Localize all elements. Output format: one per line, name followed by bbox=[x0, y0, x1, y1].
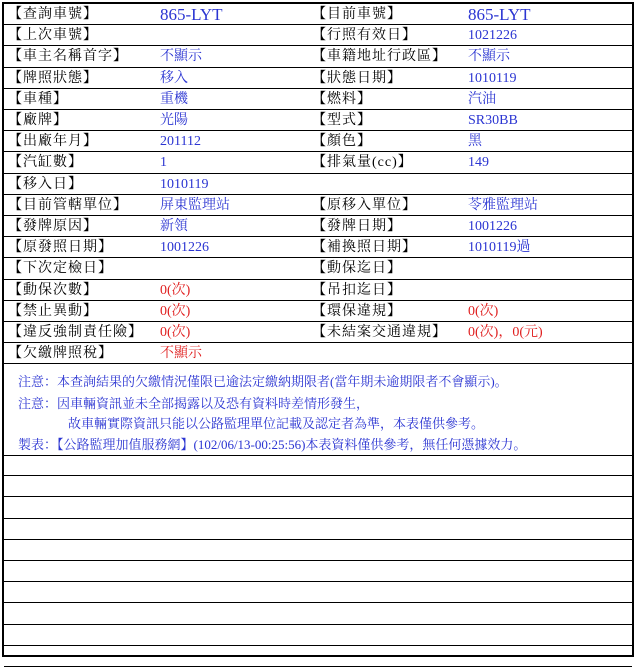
record-row bbox=[4, 25, 632, 46]
field-label: 【未結案交通違規】 bbox=[312, 325, 447, 340]
field-label: 【動保迄日】 bbox=[312, 261, 402, 277]
field-label: 【原移入單位】 bbox=[312, 197, 417, 213]
field-value: 汽油 bbox=[468, 91, 496, 107]
field-label: 【查詢車號】 bbox=[8, 7, 98, 22]
field-value: 重機 bbox=[160, 91, 188, 107]
record-row bbox=[4, 68, 632, 89]
record-row bbox=[4, 322, 632, 343]
field-value: 0(次)，0(元) bbox=[468, 325, 543, 340]
field-value: 201112 bbox=[160, 134, 201, 150]
record-row bbox=[4, 237, 632, 258]
empty-row bbox=[4, 603, 632, 624]
field-label: 【發牌原因】 bbox=[8, 219, 98, 234]
field-label: 【牌照狀態】 bbox=[8, 70, 98, 86]
field-value: 1021226 bbox=[468, 28, 517, 44]
record-row bbox=[4, 343, 632, 364]
note-producer: 製表：【公路監理加值服務網】(102/06/13-00:25:56)本表資料僅供參考，無任何憑據效力。 bbox=[18, 437, 527, 452]
field-value: 不顯示 bbox=[468, 49, 510, 65]
record-row bbox=[4, 110, 632, 131]
field-label: 【目前車號】 bbox=[312, 7, 402, 22]
field-label: 【發牌日期】 bbox=[312, 219, 402, 234]
field-value: 0(次) bbox=[468, 303, 499, 319]
field-label: 【顏色】 bbox=[312, 134, 372, 150]
field-label: 【目前管轄單位】 bbox=[8, 197, 128, 213]
field-label: 【行照有效日】 bbox=[312, 28, 417, 44]
field-value: 移入 bbox=[160, 70, 188, 86]
field-value: 1 bbox=[160, 155, 167, 171]
field-label: 【補換照日期】 bbox=[312, 240, 417, 256]
field-value: 1010119 bbox=[468, 70, 517, 86]
field-label: 【移入日】 bbox=[8, 176, 83, 192]
field-label: 【動保次數】 bbox=[8, 282, 98, 298]
empty-row bbox=[4, 519, 632, 540]
field-label: 【車主名稱首字】 bbox=[8, 49, 128, 65]
record-row bbox=[4, 301, 632, 322]
record-row bbox=[4, 195, 632, 216]
field-value: 0(次) bbox=[160, 325, 191, 340]
field-value: 光陽 bbox=[160, 113, 188, 128]
field-label: 【狀態日期】 bbox=[312, 70, 402, 86]
record-row bbox=[4, 216, 632, 237]
empty-row bbox=[4, 625, 632, 646]
field-value: 不顯示 bbox=[160, 49, 202, 65]
field-value: 1010119 bbox=[160, 176, 209, 192]
field-label: 【原發照日期】 bbox=[8, 240, 113, 256]
field-value: 1001226 bbox=[468, 219, 517, 234]
record-row bbox=[4, 89, 632, 110]
field-value: 黑 bbox=[468, 134, 482, 150]
field-label: 【吊扣迄日】 bbox=[312, 282, 402, 298]
field-label: 【上次車號】 bbox=[8, 28, 98, 44]
empty-row bbox=[4, 646, 632, 667]
empty-row bbox=[4, 540, 632, 561]
field-value: 1001226 bbox=[160, 240, 209, 256]
field-value: 865-LYT bbox=[468, 5, 531, 24]
field-label: 【車種】 bbox=[8, 91, 68, 107]
field-value: 149 bbox=[468, 155, 489, 171]
field-value: 新領 bbox=[160, 219, 188, 234]
note-disclaimer-2: 故車輛實際資訊只能以公路監理單位記載及認定者為準，本表僅供參考。 bbox=[68, 416, 485, 431]
field-label: 【汽缸數】 bbox=[8, 155, 83, 171]
field-label: 【廠牌】 bbox=[8, 113, 68, 128]
field-value: SR30BB bbox=[468, 113, 518, 128]
field-value: 0(次) bbox=[160, 282, 191, 298]
record-row bbox=[4, 258, 632, 279]
empty-row bbox=[4, 582, 632, 603]
record-row bbox=[4, 4, 632, 25]
field-value: 0(次) bbox=[160, 303, 191, 319]
empty-row bbox=[4, 561, 632, 582]
field-label: 【燃料】 bbox=[312, 91, 372, 107]
field-label: 【禁止異動】 bbox=[8, 303, 98, 319]
field-label: 【型式】 bbox=[312, 113, 372, 128]
field-value: 865-LYT bbox=[160, 5, 223, 24]
note-disclaimer-1: 注意：因車輛資訊並未全部揭露以及恐有資料時差情形發生， bbox=[18, 396, 370, 411]
vehicle-record-sheet bbox=[2, 2, 634, 657]
record-row bbox=[4, 131, 632, 152]
empty-row bbox=[4, 455, 632, 476]
field-value: 苓雅監理站 bbox=[468, 197, 538, 213]
field-value: 1010119過 bbox=[468, 240, 531, 256]
field-label: 【違反強制責任險】 bbox=[8, 325, 143, 340]
field-label: 【欠繳牌照稅】 bbox=[8, 346, 113, 362]
record-row bbox=[4, 280, 632, 301]
field-label: 【出廠年月】 bbox=[8, 134, 98, 150]
field-label: 【排氣量(cc)】 bbox=[312, 155, 413, 171]
record-row bbox=[4, 174, 632, 195]
field-label: 【環保違規】 bbox=[312, 303, 402, 319]
field-value: 不顯示 bbox=[160, 346, 202, 362]
record-row bbox=[4, 46, 632, 67]
field-label: 【車籍地址行政區】 bbox=[312, 49, 447, 65]
note-overdue: 注意：本查詢結果的欠繳情況僅限已逾法定繳納期限者(當年期未逾期限者不會顯示)。 bbox=[18, 374, 508, 389]
record-row bbox=[4, 152, 632, 173]
empty-row bbox=[4, 476, 632, 497]
field-label: 【下次定檢日】 bbox=[8, 261, 113, 277]
field-value: 屏東監理站 bbox=[160, 197, 230, 213]
empty-row bbox=[4, 497, 632, 518]
